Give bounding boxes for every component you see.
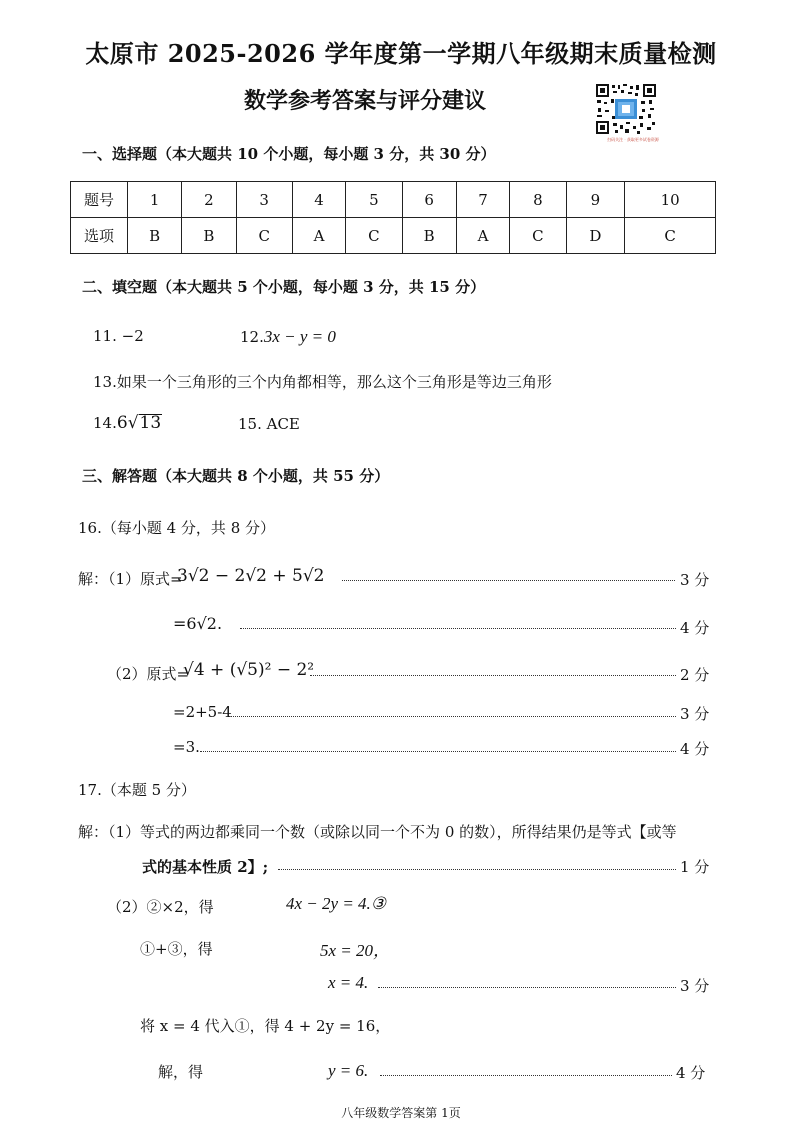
table-cell: C <box>346 218 402 254</box>
table-cell: 1 <box>128 182 182 218</box>
table-cell: 7 <box>456 182 509 218</box>
table-header-cell: 选项 <box>71 218 128 254</box>
table-cell: B <box>402 218 456 254</box>
table-cell: C <box>236 218 292 254</box>
table-header-cell: 题号 <box>71 182 128 218</box>
table-cell: D <box>566 218 625 254</box>
table-cell: C <box>510 218 566 254</box>
q17-step3-expr: x = 4. <box>328 973 369 992</box>
q16-p1-line2: =6√2. <box>173 614 223 633</box>
dotted-leader <box>240 628 676 629</box>
score-label: 3 分 <box>680 977 710 995</box>
score-label: 4 分 <box>680 740 710 758</box>
q16-p2-line2: =2+5-4 <box>173 703 232 721</box>
score-label: 1 分 <box>680 858 710 876</box>
q17-step5-expr: y = 6. <box>328 1061 369 1080</box>
dotted-leader <box>378 987 676 988</box>
q16-p2-label: （2）原式= <box>107 665 190 683</box>
table-cell: C <box>625 218 716 254</box>
q14-radicand: 13 <box>139 413 162 433</box>
q17-step2-expr: 5x = 20， <box>320 941 391 960</box>
section1-heading: 一、选择题（本大题共 10 个小题，每小题 3 分，共 30 分） <box>82 145 496 163</box>
table-cell: A <box>292 218 345 254</box>
table-cell: A <box>456 218 509 254</box>
q12-expression: 3x − y = 0 <box>263 327 336 346</box>
dotted-leader <box>342 580 675 581</box>
score-label: 2 分 <box>680 666 710 684</box>
dotted-leader <box>380 1075 672 1076</box>
dotted-leader <box>310 675 676 676</box>
q16-p1-line1: 3√2 − 2√2 + 5√2 <box>177 566 325 586</box>
q16-header: 16.（每小题 4 分，共 8 分） <box>78 519 276 537</box>
table-cell: 5 <box>346 182 402 218</box>
q12-label: 12. <box>240 328 264 346</box>
table-row-answers <box>71 218 716 254</box>
qr-code-icon <box>595 83 657 135</box>
table-cell: B <box>128 218 182 254</box>
score-label: 4 分 <box>676 1064 706 1082</box>
table-cell: 10 <box>625 182 716 218</box>
q17-p1-line1: 解：（1）等式的两边都乘同一个数（或除以同一个不为 0 的数），所得结果仍是等式【或等 <box>78 823 677 841</box>
q16-p2-line1: √4 + (√5)² − 2² <box>183 660 315 680</box>
answer-q12 <box>240 327 336 347</box>
q17-header: 17.（本题 5 分） <box>78 781 196 799</box>
answer-q11: 11. −2 <box>93 327 144 345</box>
q17-step2-label: ①+③，得 <box>140 940 213 958</box>
dotted-leader <box>200 751 676 752</box>
q14-coefficient: 6 <box>116 413 128 433</box>
answer-q15: 15. ACE <box>238 415 300 433</box>
table-cell: B <box>182 218 236 254</box>
q16-solve-label: 解：（1）原式= <box>78 570 183 588</box>
answer-q14: 14.6√13 <box>93 413 162 433</box>
page-footer: 八年级数学答案第 1页 <box>341 1106 461 1120</box>
answer-table <box>70 181 716 254</box>
page-subtitle: 数学参考答案与评分建议 <box>244 88 487 114</box>
q14-label: 14. <box>93 414 117 432</box>
q17-step1-expr: 4x − 2y = 4.③ <box>286 894 387 913</box>
answer-q13: 13.如果一个三角形的三个内角都相等，那么这个三角形是等边三角形 <box>93 373 552 391</box>
qr-caption: 扫码关注 · 获取更多试卷资源 <box>607 137 659 142</box>
score-label: 4 分 <box>680 619 710 637</box>
score-label: 3 分 <box>680 705 710 723</box>
table-row-numbers <box>71 182 716 218</box>
score-label: 3 分 <box>680 571 710 589</box>
q17-step4: 将 x = 4 代入①，得 4 + 2y = 16， <box>140 1017 391 1035</box>
q17-p1-line2: 式的基本性质 2】; <box>142 858 269 876</box>
dotted-leader <box>227 716 676 717</box>
q16-p2-line3: =3. <box>173 738 200 756</box>
section2-heading: 二、填空题（本大题共 5 个小题，每小题 3 分，共 15 分） <box>82 278 486 296</box>
table-cell: 2 <box>182 182 236 218</box>
table-cell: 6 <box>402 182 456 218</box>
table-cell: 3 <box>236 182 292 218</box>
q17-step5-label: 解，得 <box>158 1063 204 1081</box>
table-cell: 4 <box>292 182 345 218</box>
page-title: 太原市 2025-2026 学年度第一学期八年级期末质量检测 <box>85 39 717 68</box>
table-cell: 9 <box>566 182 625 218</box>
section3-heading: 三、解答题（本大题共 8 个小题，共 55 分） <box>82 467 390 485</box>
table-cell: 8 <box>510 182 566 218</box>
q17-step1-label: （2）②×2，得 <box>107 898 214 916</box>
dotted-leader <box>278 869 676 870</box>
